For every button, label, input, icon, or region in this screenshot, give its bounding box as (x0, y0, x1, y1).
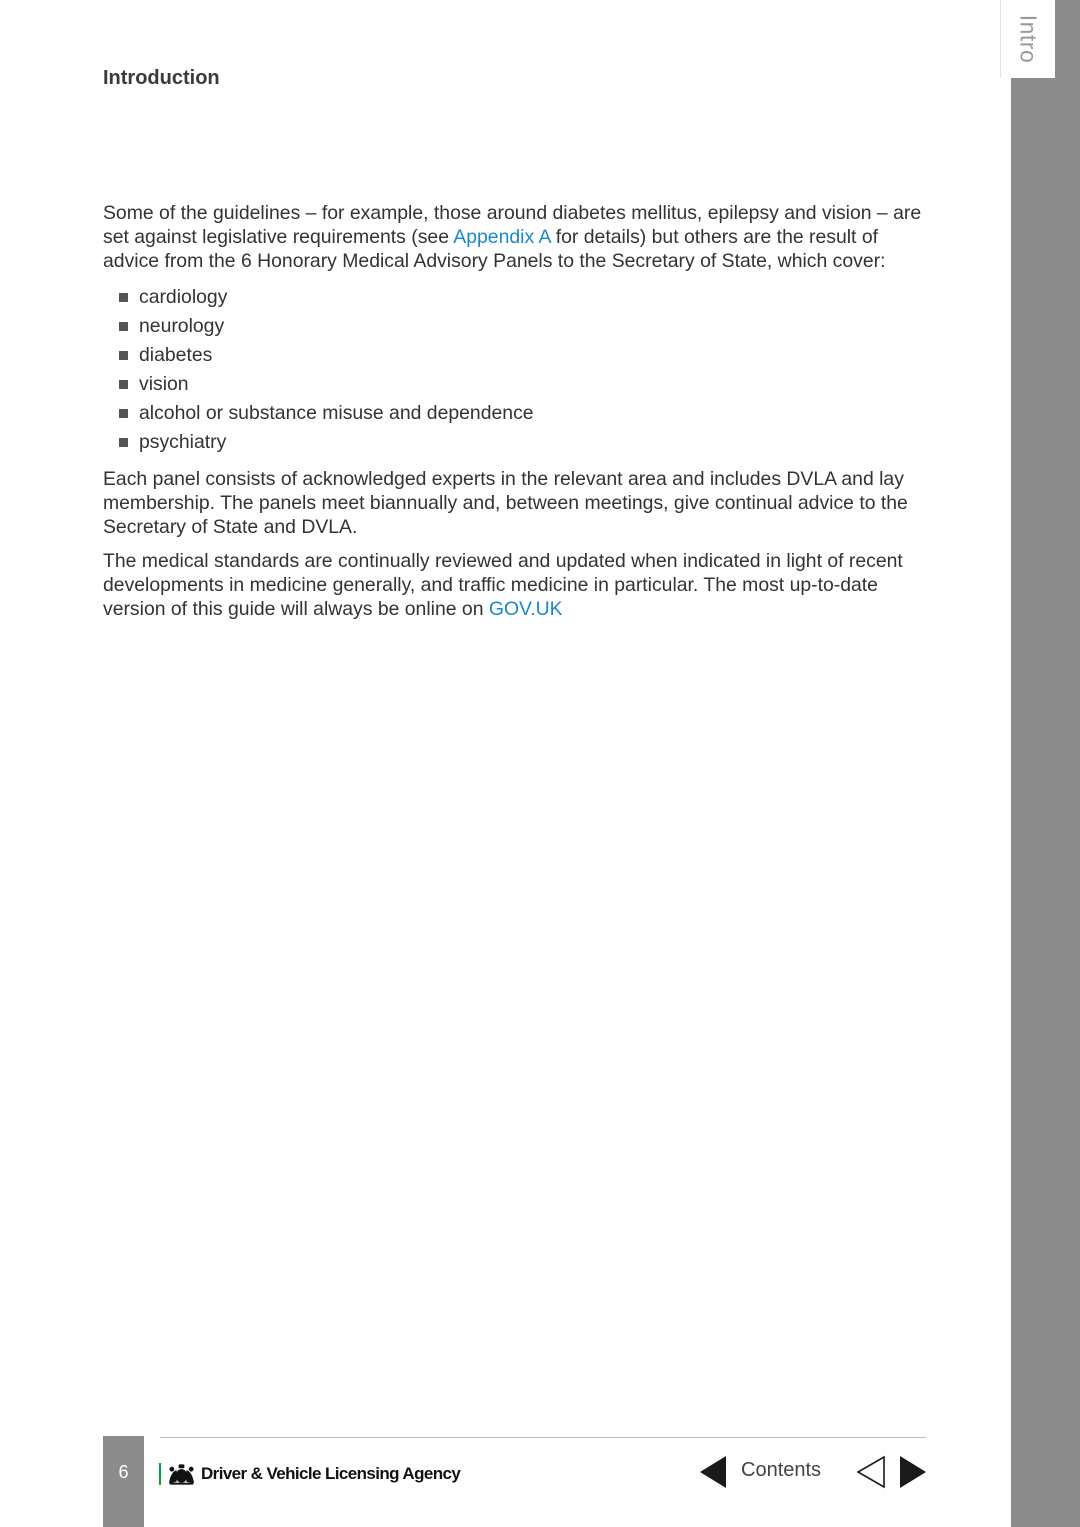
list-item-label: psychiatry (139, 431, 227, 453)
appendix-a-link[interactable]: Appendix A (453, 226, 551, 248)
main-content (103, 201, 929, 631)
list-item-label: alcohol or substance misuse and dependence (139, 402, 534, 424)
list-item-label: cardiology (139, 286, 228, 308)
agency-accent-bar (159, 1463, 161, 1485)
paragraph-text: Some of the guidelines – for example, those around diabetes mellitus, epilepsy and vision – are set against legislative requirements (see (103, 202, 922, 248)
side-tab-label: Intro (1015, 14, 1042, 64)
agency-logo (159, 1461, 460, 1487)
list-item (119, 370, 929, 399)
list-item (119, 399, 929, 428)
list-item (119, 341, 929, 370)
contents-link[interactable]: Contents (741, 1459, 822, 1481)
list-item-label: vision (139, 373, 189, 395)
list-item (119, 283, 929, 312)
list-item-label: neurology (139, 315, 225, 337)
paragraph-text: for details) but others are the result of advice from the 6 Honorary Medical Advisory Panels to the Secretary of State, which cover: (103, 226, 886, 272)
paragraph-standards (103, 549, 929, 621)
list-item (119, 312, 929, 341)
footer-divider (160, 1437, 926, 1438)
panel-list (103, 283, 929, 457)
side-bar (1011, 0, 1080, 1527)
bullet-icon (119, 293, 128, 302)
royal-crest-icon (167, 1462, 196, 1486)
list-item (119, 428, 929, 457)
back-arrow-icon[interactable] (699, 1455, 727, 1489)
page-number: 6 (118, 1462, 129, 1482)
bullet-icon (119, 438, 128, 447)
paragraph-panels: Each panel consists of acknowledged experts in the relevant area and includes DVLA and lay membership. The panels meet biannually and, between meetings, give continual advice to the Secretary of State and DVLA. (103, 468, 908, 538)
paragraph-guidelines (103, 201, 929, 273)
bullet-icon (119, 380, 128, 389)
agency-name: Driver & Vehicle Licensing Agency (201, 1464, 461, 1483)
section-heading: Introduction (103, 67, 220, 89)
paragraph-text: The medical standards are continually reviewed and updated when indicated in light of recent developments in medicine generally, and traffic medicine in particular. The most up-to-date version of this guide will always be online on (103, 550, 903, 620)
gov-uk-link[interactable]: GOV.UK (488, 598, 563, 620)
list-item-label: diabetes (139, 344, 213, 366)
previous-page-icon[interactable] (856, 1455, 886, 1489)
bullet-icon (119, 322, 128, 331)
next-page-icon[interactable] (899, 1455, 927, 1489)
bullet-icon (119, 351, 128, 360)
bullet-icon (119, 409, 128, 418)
page-number-box (103, 1436, 144, 1527)
side-tab-intro[interactable] (1000, 0, 1055, 78)
